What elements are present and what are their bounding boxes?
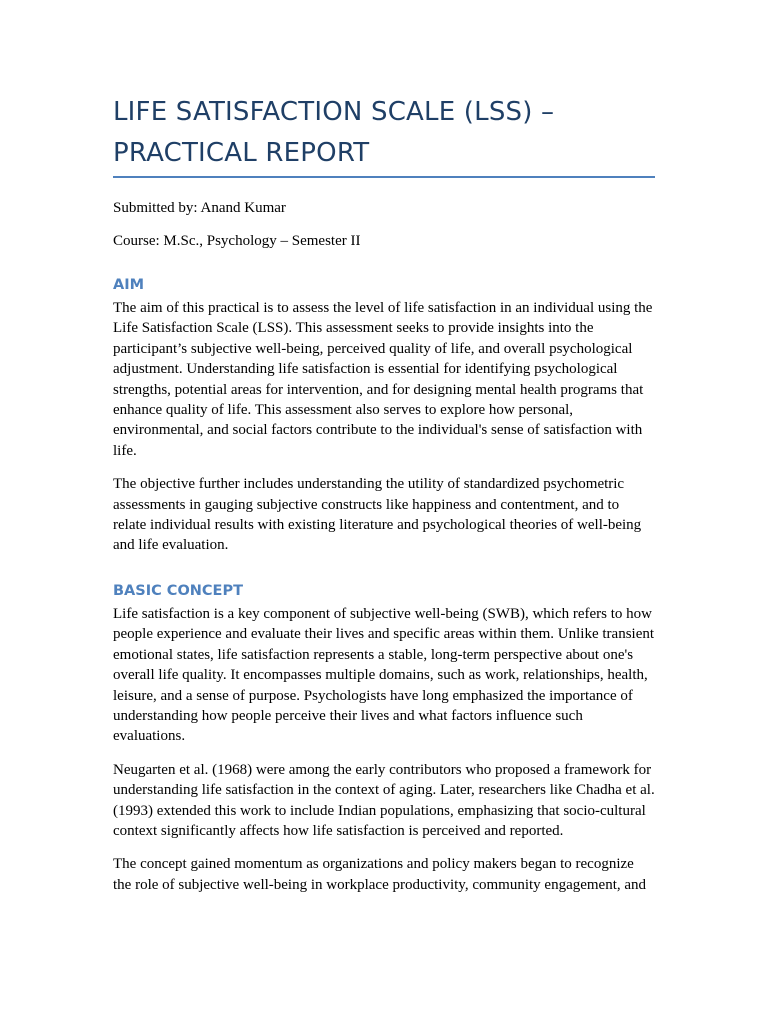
aim-paragraph-2: The objective further includes understanding the utility of standardized psychometric assessments in gauging subjective constructs like happiness and contentment, and to relate individual results with existing literature and psychological theories of well-being and life evaluation.: [113, 476, 642, 554]
section-heading-basic-concept: BASIC CONCEPT: [113, 582, 243, 599]
report-title: LIFE SATISFACTION SCALE (LSS) – PRACTICAL REPORT: [113, 92, 655, 178]
submitted-by: Submitted by: Anand Kumar: [113, 200, 286, 216]
course-info: Course: M.Sc., Psychology – Semester II: [113, 233, 361, 249]
basic-concept-paragraph-3: The concept gained momentum as organizations and policy makers began to recognize the role of subjective well-being in workplace productivity, community engagement, and: [113, 856, 647, 893]
aim-paragraph-1: The aim of this practical is to assess the level of life satisfaction in an individual using the Life Satisfaction Scale (LSS). This assessment seeks to provide insights into the participant’s subjective well-being, perceived quality of life, and overall psychological adjustment. Understanding life satisfaction is essential for identifying psychological strengths, potential areas for intervention, and for designing mental health programs that enhance quality of life. This assessment also serves to explore how personal, environmental, and social factors contribute to the individual's sense of satisfaction with life.: [113, 300, 653, 459]
basic-concept-paragraph-1: Life satisfaction is a key component of subjective well-being (SWB), which refers to how people experience and evaluate their lives and specific areas within them. Unlike transient emotional states, life satisfaction represents a stable, long-term perspective about one's overall life quality. It encompasses multiple domains, such as work, relationships, health, leisure, and a sense of purpose. Psychologists have long emphasized the importance of understanding how people perceive their lives and what factors influence such evaluations.: [113, 605, 655, 745]
basic-concept-paragraph-2: Neugarten et al. (1968) were among the early contributors who proposed a framework for understanding life satisfaction in the context of aging. Later, researchers like Chadha et al. (1993) extended this work to include Indian populations, emphasizing that socio-cultural context significantly affects how life satisfaction is perceived and reported.: [113, 761, 655, 839]
section-heading-aim: AIM: [113, 277, 145, 293]
